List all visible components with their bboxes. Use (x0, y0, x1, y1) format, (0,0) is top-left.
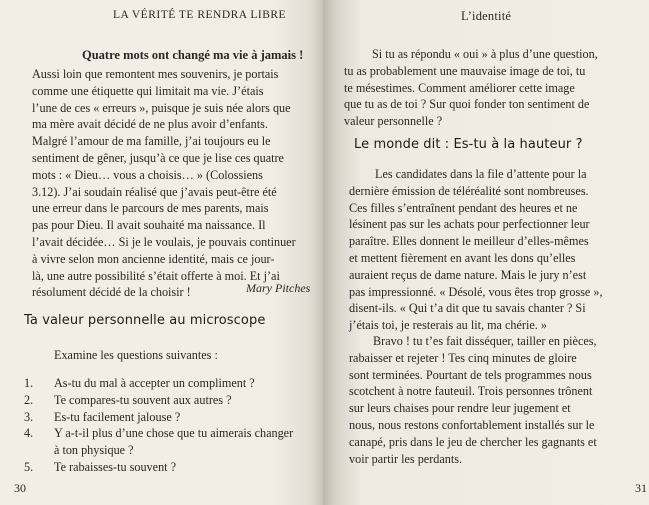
line: lésinent pas sur les achats pour perfectionner leur (349, 217, 590, 232)
line: ma mère avait décidé de ne plus avoir d’enfants. (32, 117, 268, 132)
line: sont terminées. Pourtant de tels programmes nous (349, 367, 592, 382)
line: Bravo ! tu t’es fait disséquer, tailler en pièces, (373, 334, 597, 348)
line: et mettent fièrement en avant les dons qu’elles (349, 250, 576, 265)
line: scotchent à notre fauteuil. Trois personnes trônent (349, 384, 593, 399)
line: te mésestimes. Comment améliorer cette image (344, 80, 575, 95)
testimony-paragraph (32, 66, 306, 301)
list-item: 5. Te rabaisses-tu souvent ? (24, 459, 176, 474)
right-running-head: L’identité (461, 9, 512, 23)
left-running-head: LA VÉRITÉ TE RENDRA LIBRE (113, 9, 287, 21)
reality-show-paragraph (349, 166, 635, 334)
questions-list (24, 375, 314, 476)
line: 3.12). J’ai soudain réalisé que j’avais peut-être été (32, 184, 277, 199)
list-item: 1. As-tu du mal à accepter un compliment ? (24, 376, 255, 390)
left-page (0, 0, 323, 505)
line: comme une étiquette qui limitait ma vie. J’étais (32, 83, 264, 98)
line: une erreur dans le parcours de mes parents, mais (32, 201, 269, 216)
line: Malgré l’amour de ma famille, j’ai toujours eu le (32, 134, 271, 149)
line: paraître. Elles donnent le meilleur d’elles-mêmes (349, 234, 589, 249)
list-item: 4. Y a-t-il plus d’une chose que tu aimerais changer à ton physique ? (24, 426, 294, 458)
line: nous, nous restons confortablement installés sur le (349, 417, 595, 432)
line: Ces filles s’entraînent pendant des heures et ne (349, 200, 578, 215)
line: là, une autre possibilité s’était offerte à moi. Et j’ai (32, 268, 280, 283)
line: que tu as de toi ? Sur quoi fonder ton sentiment de (344, 97, 590, 112)
line: à vivre selon mon ancienne identité, mais ce jour- (32, 251, 275, 266)
line: dernière émission de téléréalité sont nombreuses. (349, 183, 589, 198)
signature: Mary Pitches (246, 281, 311, 295)
intro-text: Examine les questions suivantes : (54, 348, 218, 362)
line: auraient reçus de dame nature. Mais le jury n’est (349, 267, 587, 282)
line: l’une de ces « erreurs », puisque je suis née alors que (32, 100, 291, 115)
line: résolument décidé de la choisir ! (32, 285, 191, 300)
list-item: 2. Te compares-tu souvent aux autres ? (24, 392, 232, 407)
testimony-title: Quatre mots ont changé ma vie à jamais ! (82, 48, 304, 62)
line: Les candidates dans la file d’attente pour la (375, 167, 587, 181)
line: Si tu as répondu « oui » à plus d’une question, (372, 47, 598, 61)
line: tu as probablement une mauvaise image de toi, tu (344, 63, 586, 78)
line: sur leurs chaises pour rendre leur jugement et (349, 401, 571, 416)
intro-paragraph (344, 46, 632, 130)
page-number-left: 30 (14, 481, 26, 495)
list-item: 3. Es-tu facilement jalouse ? (24, 409, 181, 424)
line: sentiment de gêner, jusqu’à ce que je lise ces quatre (32, 150, 284, 165)
page-number-right: 31 (635, 481, 647, 495)
line: j’étais toi, je resterais au lit, ma chérie. » (349, 318, 547, 333)
line: mots : « Dieu… vous a choisis… » (Colossiens (32, 167, 263, 182)
line: disent-ils. « Qui t’a dit que tu savais chanter ? Si (349, 301, 586, 316)
line: pas impressionné. « Désolé, vous êtes trop grosse », (349, 284, 603, 299)
right-page (323, 0, 649, 505)
line: valeur personnelle ? (344, 114, 443, 129)
line: canapé, pris dans le jeu de chercher les gagnants et (349, 434, 597, 449)
line: Aussi loin que remontent mes souvenirs, je portais (32, 67, 279, 81)
line: pas pour Dieu. Il avait souhaité ma naissance. Il (32, 218, 266, 233)
bravo-paragraph (349, 333, 635, 467)
line: voir partir les perdants. (349, 451, 463, 466)
line: rabaisser et rejeter ! Tes cinq minutes de gloire (349, 350, 577, 365)
line: l’avait décidée… Si je le voulais, je pouvais continuer (32, 234, 296, 249)
section-heading: Ta valeur personnelle au microscope (24, 313, 266, 328)
section-heading: Le monde dit : Es-tu à la hauteur ? (354, 137, 583, 152)
